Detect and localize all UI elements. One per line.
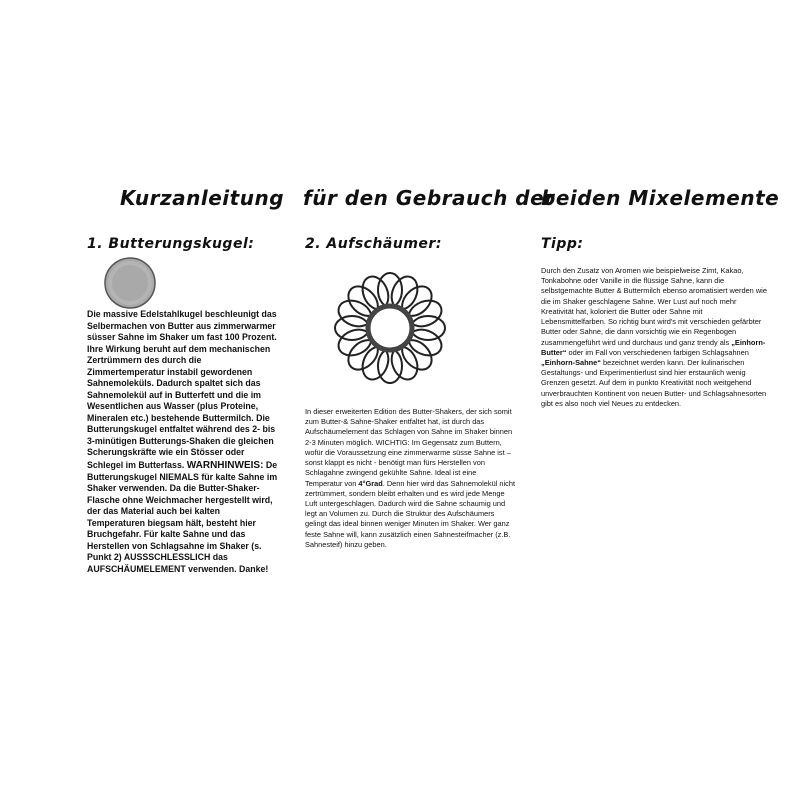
aufschaeumer-text-b: . Denn hier wird das Sahnemolekül nicht zertrümmert, sondern bleibt erhalten und es wird jede Menge Luft untergeschlagen. Dadurch wird die Sahne schaumig und legt an Volumen zu. Durch die Struktur des Aufschäumers gelingt das ideal binnen weniger Minuten im Shaker. Wer ganz feste Sahne will, kann zusätzlich einen Sahnesteifmacher (z.B. Sahnesteif) hinzu geben. (305, 478, 516, 549)
whisk-loop (335, 316, 369, 340)
title-part-1: Kurzanleitung (120, 186, 285, 210)
heading-tipp: Tipp: (541, 236, 584, 252)
tipp-text-b: oder im Fall von verschiedenen farbigen Schlagsahnen (566, 347, 749, 357)
aufschaeumer-text-a: In dieser erweiterten Edition des Butter-Shakers, der sich somit zum Butter-& Sahne-Shaker entfaltet hat, ist durch das Aufschäumelement das Schlagen von Sahne im Shaker binnen 2-3 Minuten möglich. WICHTIG: Im Gegensatz zum Buttern, wofür die Voraussetzung eine zimmerwarme süsse Sahne ist – sonst klappt es nicht - benötigt man fürs Herstellen von Schlagahne zwingend gekühlte Sahne. Ideal ist eine Temperatur von (305, 407, 513, 488)
aufschaeumer-text (305, 407, 515, 550)
temperature-value: 4°Grad (358, 478, 383, 488)
title-part-2: für den Gebrauch der (303, 186, 555, 210)
heading-butterungskugel: 1. Butterungskugel: (87, 236, 255, 252)
whisk-loop (378, 273, 402, 307)
einhorn-sahne: „Einhorn-Sahne“ (541, 357, 601, 367)
warning-text: De Butterungskugel NIEMALS für kalte Sahne im Shaker verwenden. Da die Butter-Shaker-Flasche ohne Weichmacher hergestellt wird, der das Material auch bei kalten Temperaturen biegsam hält, besteht hier Bruchgefahr. Für kalte Sahne und das Herstellen von Schlagsahne im Shaker (s. Punkt 2) AUSSSCHLESSLICH das AUFSCHÄUMELEMENT verwenden. Danke! (87, 459, 278, 574)
whisk-loop (378, 349, 402, 383)
title-part-3: beiden Mixelemente (541, 186, 780, 210)
tipp-text (541, 266, 769, 409)
butterungskugel-text (87, 309, 279, 575)
tipp-text-a: Durch den Zusatz von Aromen wie beispielweise Zimt, Kakao, Tonkabohne oder Vanille in die flüssige Sahne, kann die selbstgemachte Butter & Buttermilch ebenso aromatisiert werden wie die im Shaker geschlagene Sahne. Wer Lust auf noch mehr Kreativität hat, koloriert die Butter oder Sahne mit Lebensmittelfarben. So richtig bunt wird's mit verschieden gefärbter Butter oder Sahne, die dann vorsichtig wie ein Regenbogen zusammengeführt wird und durchaus und ganz trendy als (541, 266, 767, 347)
heading-aufschaeumer: 2. Aufschäumer: (305, 236, 442, 252)
tipp-text-c: bezeichnet werden kann. Der kulinarischen Gestaltungs- und Experimentierlust sind hier erstaunlich wenig Grenzen gesetzt. Auf dem in punkto Kreativität noch weitgehend unverbrauchten Kontinent von neuen Butter- und Schlagsahnesorten gibt es also noch viel Neues zu entdecken. (541, 357, 767, 408)
einhorn-butter: „Einhorn-Butter“ (541, 337, 766, 357)
whisk-loop (411, 316, 445, 340)
whisk-spring-icon (332, 270, 448, 386)
whisk-ring (368, 306, 412, 350)
butterungskugel-body: Die massive Edelstahlkugel beschleunigt das Selbermachen von Butter aus zimmerwarmer süsser Sahne im Shaker um fast 100 Prozent. Ihre Wirkung beruht auf dem mechanischen Zertrümmern des durch die Zimmertemperatur instabil gewordenen Sahnemoleküls. Dadurch spaltet sich das Sahnemolekül auf in Butterfett und die im Wesentlichen aus Wasser (plus Proteine, Mineralen etc.) bestehende Buttermilch. Die Butterungskugel entfaltet während des 2- bis 3-minütigen Butterungs-Shaken die gleichen Scherungskräfte wie ein Stösser oder Schlegel im Butterfass. (87, 309, 277, 470)
steel-ball-icon (103, 256, 157, 310)
warning-label: WARNHINWEIS: (186, 459, 264, 471)
